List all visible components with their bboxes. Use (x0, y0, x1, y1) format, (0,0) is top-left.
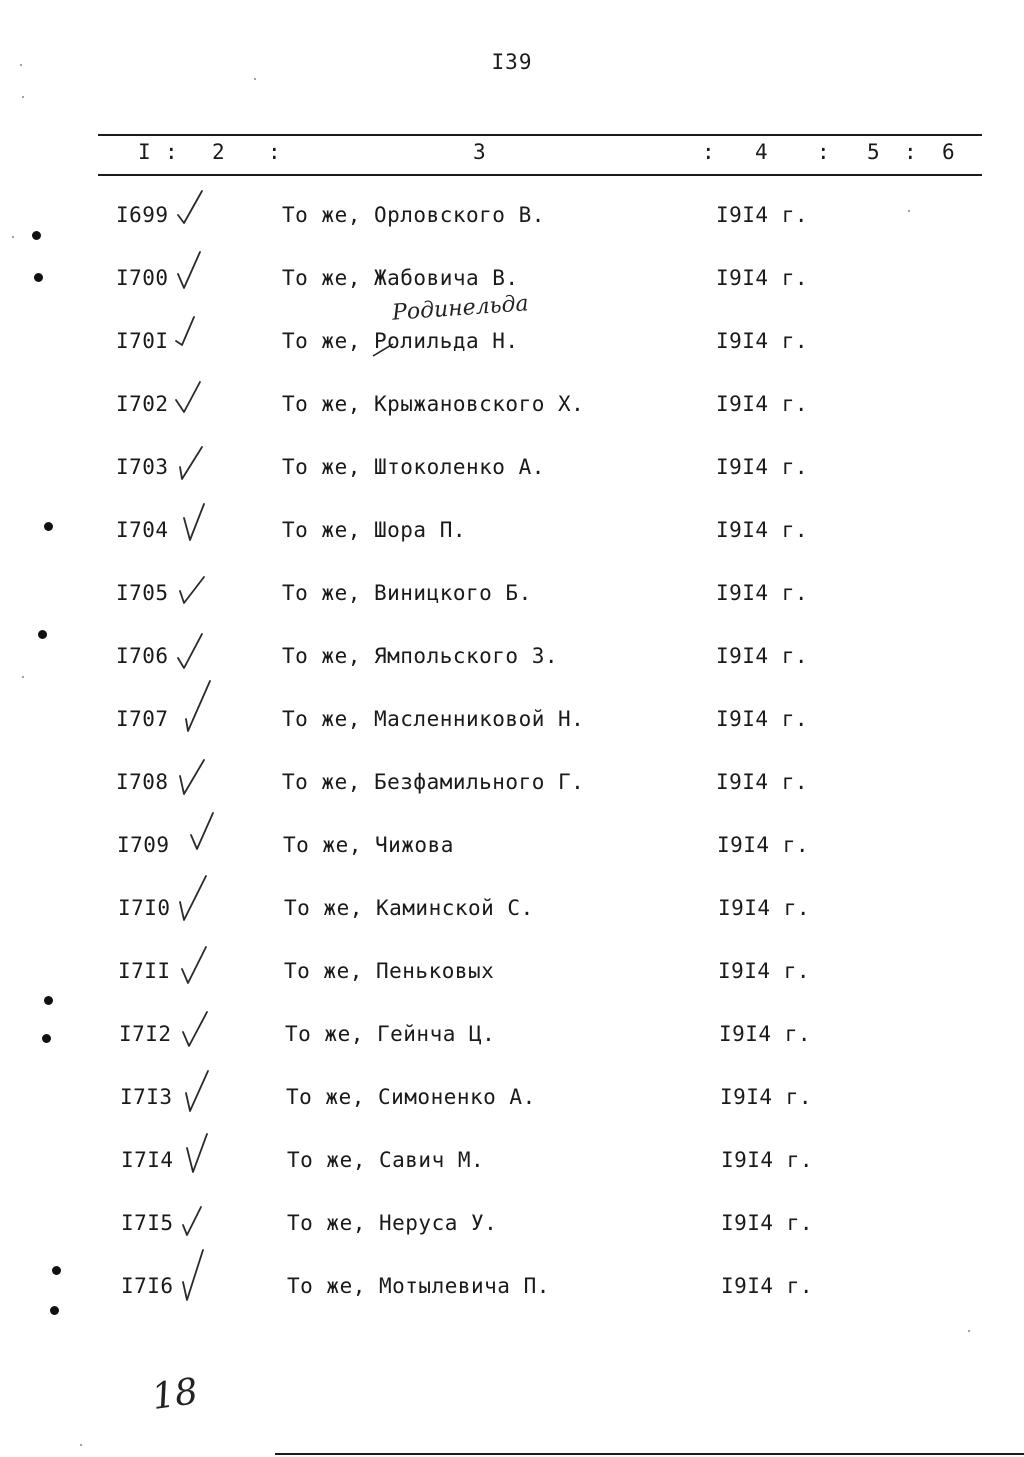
checkmark-icon (174, 378, 210, 418)
checkmark-icon (174, 567, 210, 607)
record-description: То же, Неруса У. (287, 1211, 498, 1235)
record-description: То же, Гейнча Ц. (285, 1022, 496, 1046)
punch-hole (42, 1034, 51, 1043)
record-year: I9I4 г. (721, 1148, 814, 1172)
checkmark-icon (174, 630, 210, 670)
header-separator: : (702, 140, 715, 164)
record-number: I70I (116, 329, 169, 353)
punch-hole (44, 996, 53, 1005)
punch-hole (44, 522, 53, 531)
record-year: I9I4 г. (716, 707, 809, 731)
checkmark-icon (174, 252, 210, 292)
record-description: То же, Шора П. (282, 518, 467, 542)
record-number: I699 (116, 203, 169, 227)
record-number: I7I3 (120, 1085, 173, 1109)
checkmark-icon (174, 756, 210, 796)
header-col-4: 4 (755, 140, 768, 164)
checkmark-icon (174, 441, 210, 481)
scan-speck (908, 210, 910, 212)
handwritten-sheet-number: 18 (149, 1371, 201, 1418)
checkmark-icon (178, 1071, 214, 1111)
checkmark-icon (177, 1008, 213, 1048)
checkmark-icon (179, 1260, 215, 1300)
record-number: I7I5 (121, 1211, 174, 1235)
record-number: I7II (118, 959, 171, 983)
record-year: I9I4 г. (718, 896, 811, 920)
header-separator: : (904, 140, 917, 164)
record-number: I7I6 (121, 1274, 174, 1298)
punch-hole (50, 1306, 59, 1315)
record-description: То же, Виницкого Б. (282, 581, 532, 605)
record-number: I707 (116, 707, 169, 731)
record-year: I9I4 г. (716, 203, 809, 227)
header-col-3: 3 (473, 140, 486, 164)
header-col-5: 5 (867, 140, 880, 164)
record-number: I7I2 (119, 1022, 172, 1046)
record-number: I702 (116, 392, 169, 416)
table-top-rule (98, 134, 982, 136)
record-description: То же, Орловского В. (282, 203, 545, 227)
record-year: I9I4 г. (721, 1211, 814, 1235)
record-number: I703 (116, 455, 169, 479)
checkmark-icon (179, 1134, 215, 1174)
record-year: I9I4 г. (716, 455, 809, 479)
scan-speck (22, 676, 24, 678)
record-year: I9I4 г. (718, 959, 811, 983)
record-year: I9I4 г. (716, 329, 809, 353)
punch-hole (52, 1266, 61, 1275)
checkmark-icon (174, 504, 210, 544)
record-number: I705 (116, 581, 169, 605)
page-number: I39 (491, 50, 533, 74)
record-description: То же, Чижова (283, 833, 454, 857)
record-number: I7I4 (121, 1148, 174, 1172)
record-year: I9I4 г. (721, 1274, 814, 1298)
record-description: То же, Каминской С. (284, 896, 534, 920)
record-description: То же, Масленниковой Н. (282, 707, 585, 731)
header-col-6: 6 (942, 140, 955, 164)
record-year: I9I4 г. (716, 644, 809, 668)
record-year: I9I4 г. (716, 392, 809, 416)
record-description: То же, Крыжановского Х. (282, 392, 585, 416)
record-description: То же, Мотылевича П. (287, 1274, 550, 1298)
record-number: I704 (116, 518, 169, 542)
punch-hole (38, 630, 47, 639)
record-description: То же, Симоненко А. (286, 1085, 536, 1109)
header-separator: : (268, 140, 281, 164)
record-description: То же, Ролильда Н. (282, 329, 519, 353)
record-description: То же, Жабовича В. (282, 266, 519, 290)
record-year: I9I4 г. (719, 1022, 812, 1046)
scan-speck (20, 64, 22, 66)
record-description: То же, Пеньковых (284, 959, 495, 983)
header-col-1: I (138, 140, 151, 164)
header-separator: : (165, 140, 178, 164)
record-number: I7I0 (118, 896, 171, 920)
record-number: I708 (116, 770, 169, 794)
record-year: I9I4 г. (717, 833, 810, 857)
page-bottom-rule (275, 1453, 1024, 1455)
checkmark-icon (179, 1197, 215, 1237)
record-description: То же, Савич М. (287, 1148, 485, 1172)
punch-hole (34, 273, 43, 282)
record-number: I709 (117, 833, 170, 857)
scan-speck (254, 78, 256, 80)
record-number: I706 (116, 644, 169, 668)
handwritten-correction: Родинельда (391, 291, 530, 326)
table-header (0, 140, 1024, 170)
checkmark-icon (174, 315, 210, 355)
record-description: То же, Безфамильного Г. (282, 770, 585, 794)
checkmark-icon (175, 819, 211, 859)
scan-speck (22, 96, 24, 98)
scan-speck (968, 1330, 970, 1332)
record-year: I9I4 г. (720, 1085, 813, 1109)
record-number: I700 (116, 266, 169, 290)
scan-speck (80, 1444, 82, 1446)
punch-hole (32, 231, 41, 240)
table-header-rule (98, 174, 982, 176)
checkmark-icon (176, 882, 212, 922)
record-year: I9I4 г. (716, 581, 809, 605)
header-separator: : (817, 140, 830, 164)
record-description: То же, Ямпольского З. (282, 644, 559, 668)
checkmark-icon (174, 693, 210, 733)
strikethrough-mark (372, 340, 394, 360)
record-year: I9I4 г. (716, 266, 809, 290)
scan-speck (12, 236, 14, 238)
record-description: То же, Штоколенко А. (282, 455, 545, 479)
header-col-2: 2 (212, 140, 225, 164)
record-year: I9I4 г. (716, 770, 809, 794)
checkmark-icon (176, 945, 212, 985)
record-year: I9I4 г. (716, 518, 809, 542)
checkmark-icon (174, 189, 210, 229)
